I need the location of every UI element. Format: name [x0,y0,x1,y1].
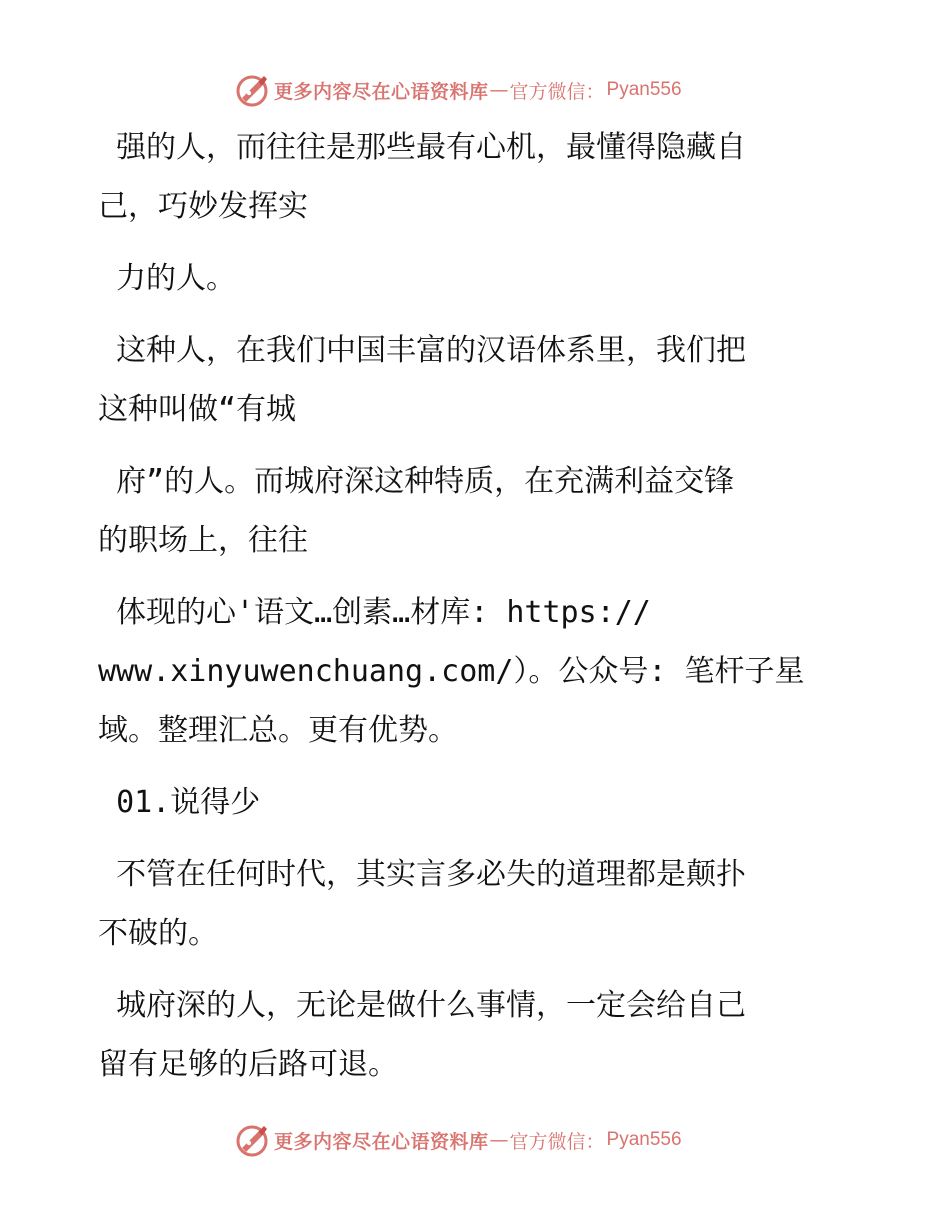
text-line: 己，巧妙发挥实 [98,189,308,224]
text-line: www.xinyuwenchuang.com/）。公众号: 笔杆子星 [98,654,805,689]
text-line: 这种叫做“有城 [98,392,297,427]
watermark-dash: — [489,79,509,101]
paragraph [98,321,838,439]
paragraph [98,249,838,308]
watermark-main-text: 更多内容尽在心语资料库 [274,80,489,103]
watermark-wechat-id: Pyan556 [606,79,682,100]
text-line: 留有足够的后路可退。 [98,1047,398,1082]
text-line: 体现的心'语文…创素…材库: https:// [98,595,651,630]
text-line: 这种人，在我们中国丰富的汉语体系里，我们把 [98,333,747,368]
footer-watermark [234,1120,714,1160]
watermark-main-text: 更多内容尽在心语资料库 [274,1130,489,1153]
pen-seal-icon [234,72,270,108]
text-line: 的职场上，往往 [98,523,308,558]
paragraph [98,583,838,760]
text-line: 域。整理汇总。更有优势。 [98,713,458,748]
watermark-wechat-id: Pyan556 [606,1129,682,1150]
document-body [98,118,838,1094]
header-watermark [234,70,714,110]
text-line: 府”的人。而城府深这种特质，在充满利益交锋 [98,464,735,499]
paragraph [98,452,838,570]
paragraph [98,118,838,236]
text-line: 01.说得少 [98,785,261,820]
text-line: 不破的。 [98,916,218,951]
text-line: 力的人。 [98,261,237,296]
paragraph [98,845,838,963]
text-line: 城府深的人，无论是做什么事情，一定会给自己 [98,988,747,1023]
text-line: 强的人，而往往是那些最有心机，最懂得隐藏自 [98,130,747,165]
text-line: 不管在任何时代，其实言多必失的道理都是颠扑 [98,857,747,892]
paragraph [98,773,838,832]
watermark-dash: — [489,1129,509,1151]
paragraph [98,976,838,1094]
watermark-sub-text: 官方微信： [509,1130,605,1153]
watermark-sub-text: 官方微信： [509,80,605,103]
pen-seal-icon [234,1122,270,1158]
